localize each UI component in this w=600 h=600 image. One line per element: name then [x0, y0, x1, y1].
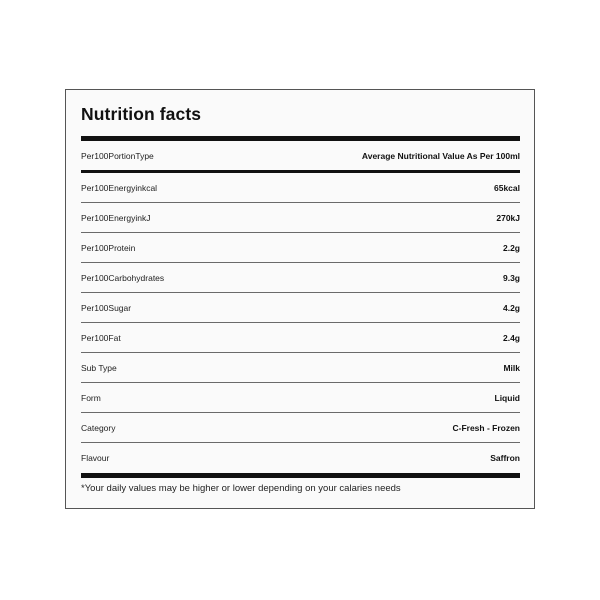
row-value: 270kJ [496, 212, 520, 223]
row-label: Per100Fat [81, 332, 121, 343]
nutrition-table [81, 141, 520, 472]
table-row-flavour [81, 443, 520, 472]
table-row-portion-type [81, 141, 520, 173]
table-row-carbohydrates [81, 263, 520, 293]
row-label: Per100Protein [81, 242, 136, 253]
daily-values-footnote: *Your daily values may be higher or lower depending on your calaries needs [81, 483, 401, 494]
table-row-energy-kcal [81, 173, 520, 203]
row-value: Saffron [490, 452, 520, 463]
row-label: Per100Sugar [81, 302, 132, 313]
row-value: 2.4g [502, 332, 520, 343]
row-label: Per100PortionType [81, 150, 154, 161]
row-value: 4.2g [502, 302, 520, 313]
table-row-form [81, 383, 520, 413]
panel-title: Nutrition facts [81, 104, 202, 124]
row-label: Per100Carbohydrates [81, 272, 165, 283]
table-row-energy-kj [81, 203, 520, 233]
nutrition-facts-panel [65, 89, 535, 509]
row-label: Flavour [81, 452, 110, 463]
row-label: Form [81, 392, 101, 403]
row-label: Per100EnergyinkJ [81, 212, 151, 223]
table-row-category [81, 413, 520, 443]
row-value: C-Fresh - Frozen [452, 422, 520, 433]
bottom-thick-divider [81, 473, 520, 478]
table-row-sugar [81, 293, 520, 323]
table-row-fat [81, 323, 520, 353]
row-label: Category [81, 422, 116, 433]
row-value: 9.3g [502, 272, 520, 283]
row-value: Liquid [494, 392, 520, 403]
row-label: Per100Energyinkcal [81, 182, 158, 193]
row-value: Milk [503, 362, 520, 373]
table-row-protein [81, 233, 520, 263]
row-value: 2.2g [502, 242, 520, 253]
row-value: 65kcal [494, 182, 520, 193]
row-label: Sub Type [81, 362, 117, 373]
row-value: Average Nutritional Value As Per 100ml [361, 150, 520, 161]
table-row-sub-type [81, 353, 520, 383]
